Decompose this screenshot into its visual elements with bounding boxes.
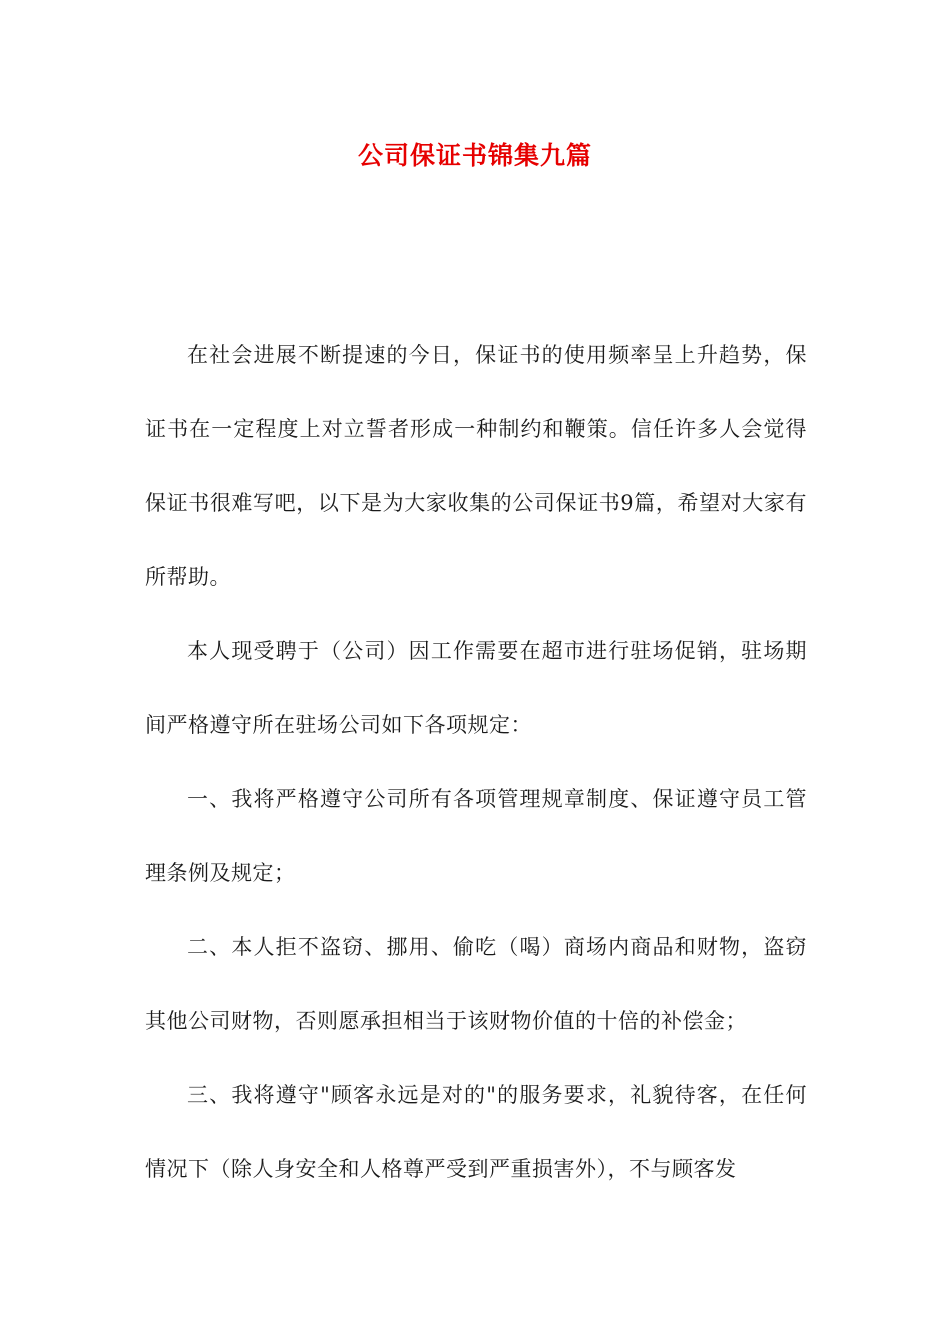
document-title: 公司保证书锦集九篇 <box>357 141 592 170</box>
rule-two-paragraph: 二、本人拒不盗窃、挪用、偷吃（喝）商场内商品和财物，盗窃其他公司财物，否则愿承担相当于该财物价值的十倍的补偿金； <box>145 935 807 1033</box>
rule-three-paragraph: 三、我将遵守"顾客永远是对的"的服务要求，礼貌待客，在任何情况下（除人身安全和人格尊严受到严重损害外），不与顾客发 <box>145 1083 807 1181</box>
document-body <box>145 318 807 1206</box>
rule-one-paragraph: 一、我将严格遵守公司所有各项管理规章制度、保证遵守员工管理条例及规定； <box>145 787 807 885</box>
intro-paragraph: 在社会进展不断提速的今日，保证书的使用频率呈上升趋势，保证书在一定程度上对立誓者形成一种制约和鞭策。信任许多人会觉得保证书很难写吧，以下是为大家收集的公司保证书9篇，希望对大家有所帮助。 <box>145 343 807 589</box>
employment-paragraph: 本人现受聘于（公司）因工作需要在超市进行驻场促销，驻场期间严格遵守所在驻场公司如下各项规定： <box>145 639 807 737</box>
